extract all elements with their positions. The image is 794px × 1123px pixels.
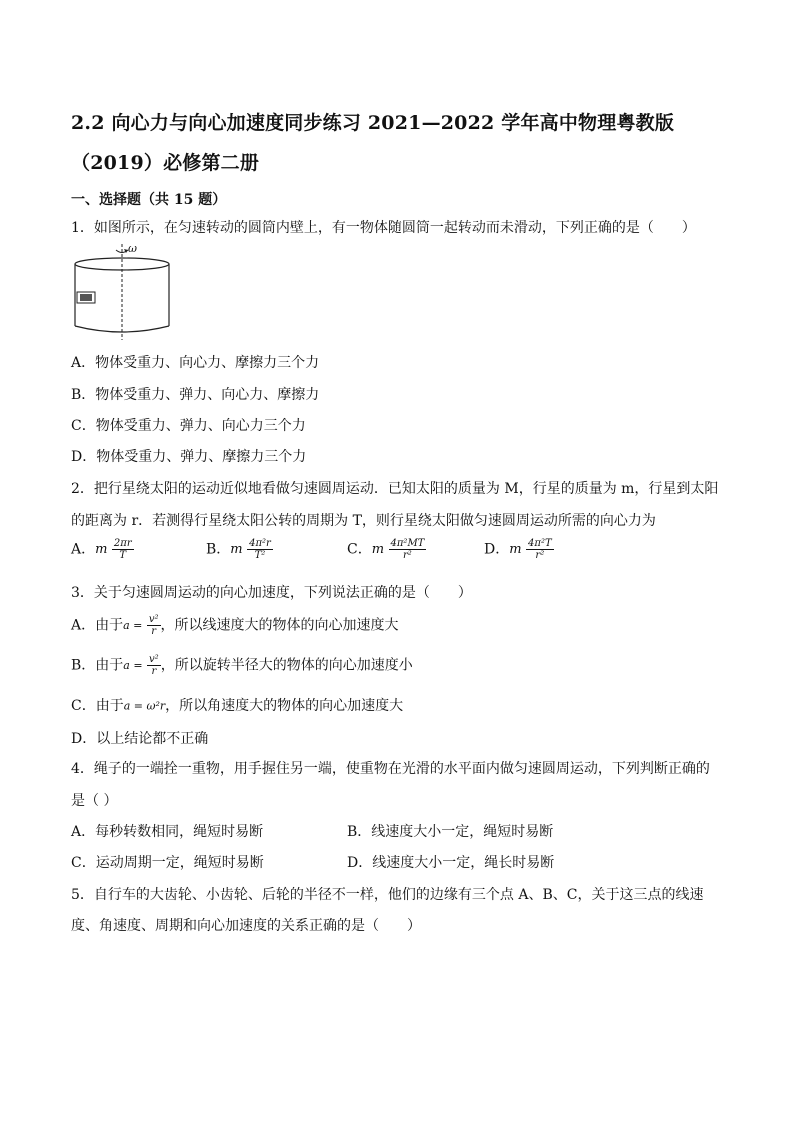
omega-label: ω [128,242,137,255]
question-3-stem: 3．关于匀速圆周运动的向心加速度，下列说法正确的是（ ） [71,585,472,601]
formula-fraction: $\frac{\text{4π²r}}{\text{T²}}$ [249,538,271,561]
formula-fraction: $\frac{\text{v²}}{r}$ [149,654,159,677]
question-1-option-c: C．物体受重力、弹力、向心力三个力 [71,418,306,434]
formula-mass: m [230,542,243,557]
document-title-line-1: 2.2 向心力与向心加速度同步练习 2021—2022 学年高中物理粤教版 [71,112,675,134]
option-label: B． [206,541,231,558]
option-label: A． [71,541,96,558]
question-4-stem-line-2: 是（ ） [71,793,118,809]
question-1-option-b: B．物体受重力、弹力、向心力、摩擦力 [71,387,320,403]
question-3-option-c: C．由于a = ω²r，所以角速度大的物体的向心加速度大 [71,698,404,714]
formula-left: a = [123,619,143,632]
section-header: 一、选择题（共 15 题） [71,192,227,208]
block-icon [80,294,92,301]
question-2-option-a [71,538,134,561]
question-1-option-d: D．物体受重力、弹力、摩擦力三个力 [71,449,307,465]
question-4-stem-line-1: 4．绳子的一端拴一重物，用手握住另一端，使重物在光滑的水平面内做匀速圆周运动，下列判断正确的 [71,761,710,777]
question-3-option-b: B．由于a = $\frac{\text{v²}}{r}$ ，所以旋转半径大的物体的向心加速度小 [71,654,413,677]
formula-mass: m [95,542,108,557]
question-1-figure [70,242,180,342]
question-2-stem-line-2: 的距离为 r．若测得行星绕太阳公转的周期为 T，则行星绕太阳做匀速圆周运动所需的向心力为 [71,513,656,529]
formula-inline: a = ω²r [123,699,166,713]
option-label: D． [484,541,510,558]
question-5-stem-line-1: 5．自行车的大齿轮、小齿轮、后轮的半径不一样，他们的边缘有三个点 A、B、C，关于这三点的线速 [71,887,704,903]
question-4-option-b: B．线速度大小一定，绳短时易断 [347,824,554,840]
question-4-option-a: A．每秒转数相同，绳短时易断 [71,824,264,840]
question-3-option-d: D．以上结论都不正确 [71,731,209,747]
question-4-option-c: C．运动周期一定，绳短时易断 [71,855,264,871]
formula-left: a = [123,659,143,672]
question-2-option-c [347,538,426,561]
question-5-stem-line-2: 度、角速度、周期和向心加速度的关系正确的是（ ） [71,918,421,934]
formula-mass: m [371,542,385,557]
question-1-option-a: A．物体受重力、向心力、摩擦力三个力 [71,355,320,371]
question-2-option-b [206,538,273,561]
formula-fraction: $\frac{\text{v²}}{r}$ [148,614,159,637]
question-2-stem-line-1: 2．把行星绕太阳的运动近似地看做匀速圆周运动．已知太阳的质量为 M，行星的质量为 m，行星到太阳 [71,481,719,497]
formula-fraction: $\frac{\text{4π²T}}{\text{r²}}$ [528,538,552,561]
question-2-option-d [484,538,554,561]
formula-fraction: $\frac{2\pi r}{T}$ [113,538,132,561]
option-label: C． [347,541,372,558]
formula-mass: m [509,542,522,557]
rotating-cylinder-diagram [70,242,180,342]
question-4-option-d: D．线速度大小一定，绳长时易断 [347,855,555,871]
document-title-line-2: （2019）必修第二册 [71,152,260,174]
question-3-option-a: A．由于a = $\frac{\text{v²}}{r}$ ，所以线速度大的物体的向心加速度大 [71,614,399,637]
formula-fraction: $\frac{\text{4π²MT}}{\text{r²}}$ [390,538,425,561]
question-1-stem: 1．如图所示，在匀速转动的圆筒内壁上，有一物体随圆筒一起转动而未滑动，下列正确的是（ ） [71,220,696,236]
